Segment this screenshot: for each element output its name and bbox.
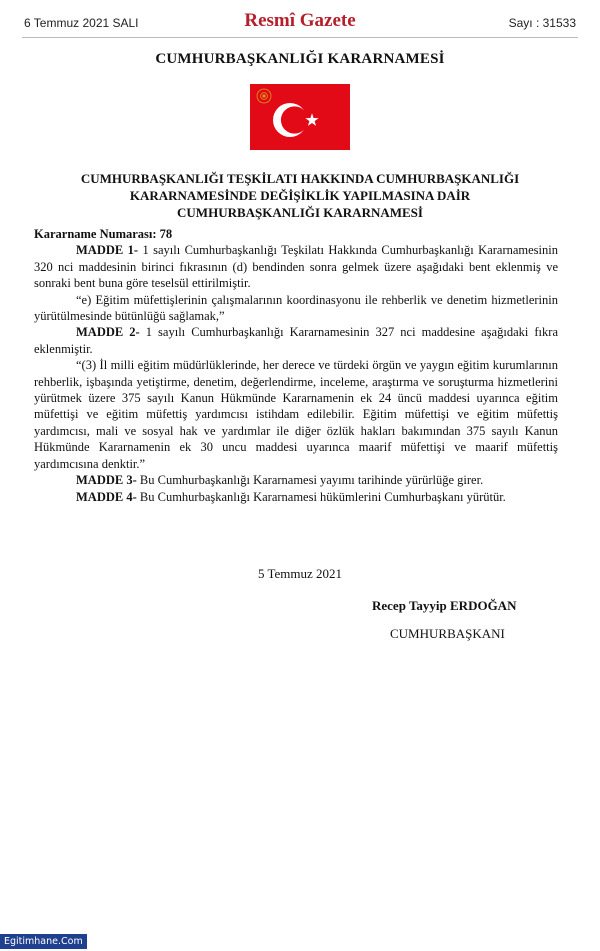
decree-title-line: CUMHURBAŞKANLIĞI TEŞKİLATI HAKKINDA CUMHURBAŞKANLIĞI [80, 171, 520, 186]
article-2 [34, 324, 558, 357]
gazette-issue-number: Sayı : 31533 [508, 16, 576, 30]
decree-body [34, 226, 558, 505]
decree-title-line: CUMHURBAŞKANLIĞI KARARNAMESİ [177, 205, 423, 220]
signing-date: 5 Temmuz 2021 [257, 566, 343, 581]
article-1-text: 1 sayılı Cumhurbaşkanlığı Teşkilatı Hakkında Cumhurbaşkanlığı Kararnamesinin 320 nci maddesinin birinci fıkrasının (d) bendinden sonra gelmek üzere aşağıdaki bent eklenmiş ve sonraki bent buna göre teselsül ettirilmiştir. [34, 243, 558, 291]
article-3 [34, 472, 558, 488]
decree-title-line: KARARNAMESİNDE DEĞİŞİKLİK YAPILMASINA DAİR [129, 188, 471, 203]
article-2-quote: “(3) İl milli eğitim müdürlüklerinde, her derece ve türdeki örgün ve yaygın eğitim kurumlarının rehberlik, işbaşında yetiştirme, denetim, değerlendirme, inceleme, araştırma ve soruşturma hizmetlerini yürütmek üzere 375 sayılı Kanun Hükmünde Kararnamenin ek 24 üncü maddesi uyarınca eğitim müfettişi ve eğitim müfettiş yardımcısı istihdam edilebilir. Eğitim müfettişi ve eğitim müfettiş yardımcısı, mali ve sosyal hak ve yardımlar ile diğer özlük hakları bakımından 375 sayılı Kanun Hükmünde Kararnamenin ek 30 uncu maddesi uyarınca maarif müfettişi ve maarif müfettiş yardımcısına denktir.” [34, 358, 558, 471]
article-1 [34, 242, 558, 291]
article-4-text: Bu Cumhurbaşkanlığı Kararnamesi hükümlerini Cumhurbaşkanı yürütür. [139, 489, 506, 504]
article-2-label: MADDE 2- [76, 325, 140, 340]
turkish-flag-icon [250, 84, 350, 150]
signatory-name: Recep Tayyip ERDOĞAN [372, 598, 517, 613]
gazette-header [0, 0, 600, 38]
article-1-quote: “e) Eğitim müfettişlerinin çalışmalarının koordinasyonu ile rehberlik ve denetim hizmetlerinin yürütülmesinde bütünlüğü sağlamak,” [34, 292, 558, 324]
article-3-text: Bu Cumhurbaşkanlığı Kararnamesi yayımı tarihinde yürürlüğe girer. [139, 473, 484, 488]
signatory-title: CUMHURBAŞKANI [390, 626, 505, 641]
article-4 [34, 489, 558, 505]
article-1-label: MADDE 1- [76, 243, 139, 258]
decree-number: Kararname Numarası: 78 [34, 227, 173, 241]
gazette-name: Resmî Gazete [244, 10, 356, 31]
gazette-date: 6 Temmuz 2021 SALI [24, 16, 139, 30]
article-2-text: 1 sayılı Cumhurbaşkanlığı Kararnamesinin 327 nci maddesine aşağıdaki fıkra eklenmiştir. [34, 325, 558, 356]
decree-title [40, 170, 560, 221]
document-type: CUMHURBAŞKANLIĞI KARARNAMESİ [155, 51, 445, 67]
header-divider [22, 37, 578, 38]
site-watermark: Egitimhane.Com [0, 934, 87, 949]
article-3-label: MADDE 3- [76, 473, 137, 488]
article-4-label: MADDE 4- [76, 489, 137, 504]
